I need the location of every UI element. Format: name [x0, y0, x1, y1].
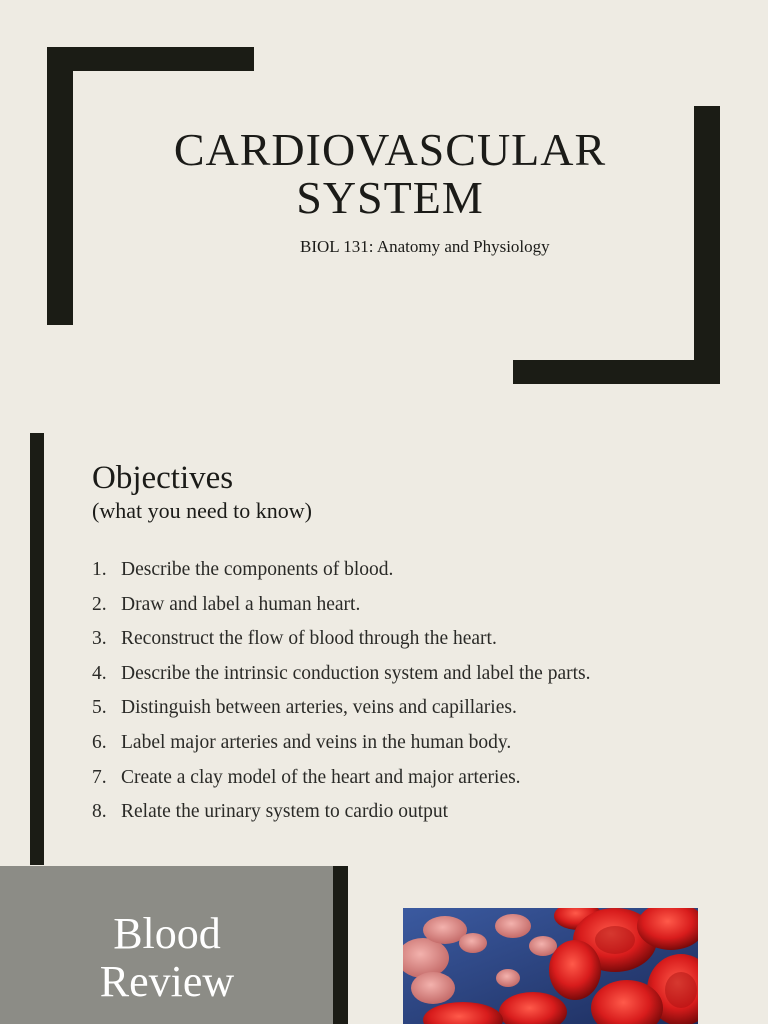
objective-number: 7.: [92, 766, 107, 788]
objectives-slide: [0, 420, 768, 865]
objectives-accent-bar: [30, 433, 44, 865]
objectives-list: [92, 553, 591, 830]
frame-bottom-right-horizontal: [513, 360, 720, 384]
objective-number: 3.: [92, 628, 107, 650]
objective-number: 1.: [92, 559, 107, 580]
objective-item: [92, 795, 591, 830]
frame-top-left-horizontal: [47, 47, 254, 71]
slide-title: [100, 126, 680, 222]
objective-text: Reconstruct the flow of blood through the heart.: [121, 628, 497, 650]
title-line-2: SYSTEM: [296, 172, 484, 223]
objective-number: 5.: [92, 697, 107, 719]
red-blood-cells-image: [403, 908, 698, 1024]
title-panel: [0, 866, 333, 1024]
objective-text: Draw and label a human heart.: [121, 593, 361, 615]
objectives-subheading: (what you need to know): [92, 498, 312, 523]
blood-review-slide: [0, 865, 768, 1024]
objective-item: [92, 761, 591, 796]
objective-text: Create a clay model of the heart and major arteries.: [121, 766, 521, 788]
objective-text: Describe the intrinsic conduction system and label the parts.: [121, 662, 591, 684]
objective-item: [92, 588, 591, 623]
objective-item: [92, 691, 591, 726]
panel-title: [92, 910, 242, 1006]
frame-top-left-vertical: [47, 47, 73, 325]
objective-number: 2.: [92, 593, 107, 615]
panel-title-line-1: Blood: [113, 909, 221, 958]
objective-item: [92, 657, 591, 692]
objective-item: [92, 622, 591, 657]
objective-text: Label major arteries and veins in the human body.: [121, 731, 512, 753]
objective-text: Relate the urinary system to cardio output: [121, 801, 449, 823]
slide-subtitle: BIOL 131: Anatomy and Physiology: [300, 237, 550, 256]
objective-number: 4.: [92, 662, 107, 684]
frame-bottom-right-vertical: [694, 106, 720, 384]
objective-text: Describe the components of blood.: [121, 559, 394, 580]
red-blood-cells-illustration: [403, 908, 698, 1024]
objective-number: 6.: [92, 731, 107, 753]
objective-text: Distinguish between arteries, veins and capillaries.: [121, 697, 517, 719]
title-line-1: CARDIOVASCULAR: [173, 124, 607, 175]
objective-item: [92, 726, 591, 761]
panel-title-line-2: Review: [99, 957, 235, 1006]
title-slide: [0, 0, 768, 420]
objectives-heading: Objectives: [92, 460, 234, 496]
objective-item: [92, 553, 591, 588]
objective-number: 8.: [92, 801, 107, 823]
panel-accent-bar: [333, 866, 348, 1024]
